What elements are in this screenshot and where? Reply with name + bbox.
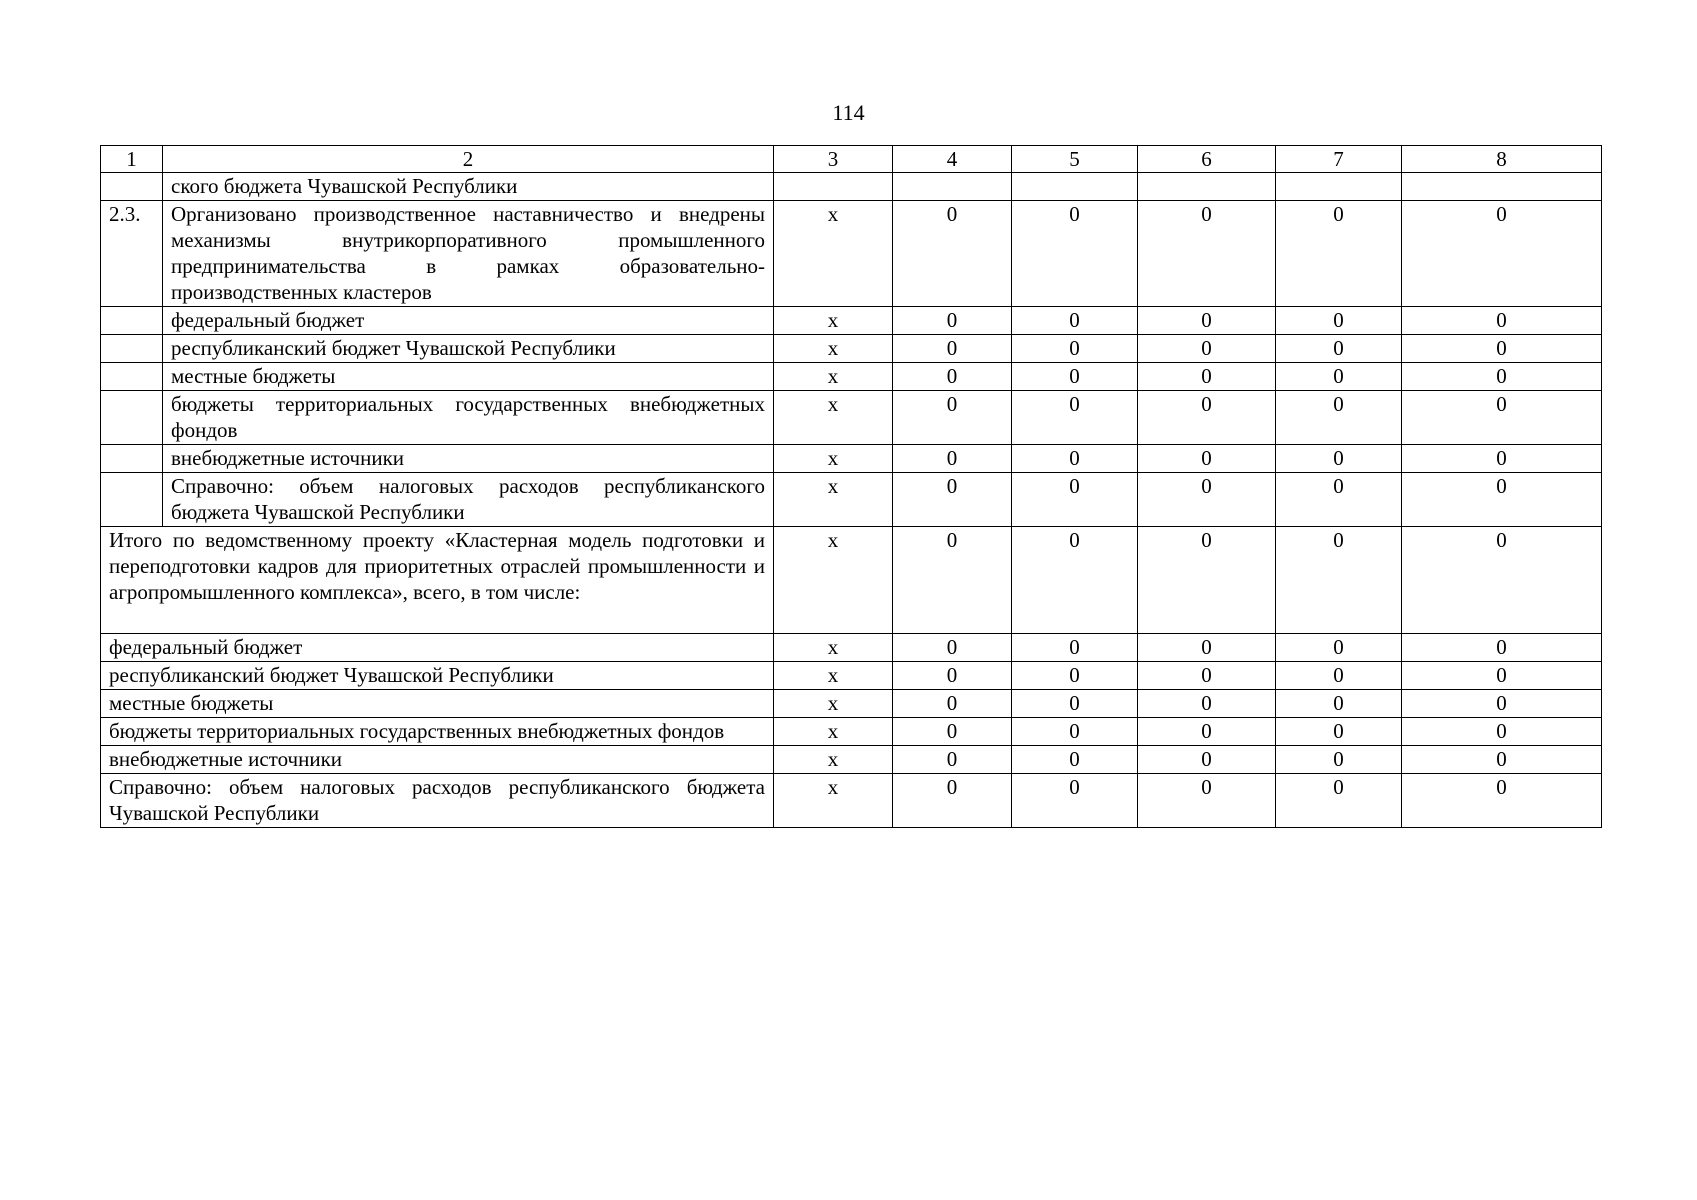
value-cell: 0 [893, 363, 1012, 391]
value-cell: 0 [893, 307, 1012, 335]
value-cell: 0 [1138, 307, 1276, 335]
value-cell: x [774, 363, 893, 391]
table-row [101, 746, 1602, 774]
value-cell: 0 [1138, 746, 1276, 774]
value-cell: x [774, 634, 893, 662]
value-cell: 0 [893, 718, 1012, 746]
value-cell: 0 [893, 746, 1012, 774]
value-cell: 0 [1138, 774, 1276, 828]
value-cell: 0 [1012, 307, 1138, 335]
value-cell: 0 [1402, 335, 1602, 363]
value-cell: 0 [893, 473, 1012, 527]
value-cell: 0 [893, 335, 1012, 363]
column-header: 2 [163, 146, 774, 173]
value-cell: 0 [1012, 746, 1138, 774]
table-row [101, 445, 1602, 473]
section-row [101, 201, 1602, 307]
value-cell: 0 [893, 634, 1012, 662]
row-label: республиканский бюджет Чувашской Республики [163, 335, 774, 363]
section-number-cell [101, 363, 163, 391]
value-cell: 0 [1138, 391, 1276, 445]
row-label: внебюджетные источники [101, 746, 774, 774]
value-cell: 0 [1402, 774, 1602, 828]
value-cell: 0 [1012, 527, 1138, 634]
value-cell: 0 [1276, 363, 1402, 391]
value-cell: 0 [893, 527, 1012, 634]
section-number-cell [101, 173, 163, 201]
table-row [101, 690, 1602, 718]
value-cell: 0 [1012, 634, 1138, 662]
value-cell: 0 [893, 774, 1012, 828]
table-row [101, 335, 1602, 363]
value-cell [774, 173, 893, 201]
value-cell: 0 [1402, 527, 1602, 634]
row-label: Справочно: объем налоговых расходов республиканского бюджета Чувашской Республики [163, 473, 774, 527]
table-row [101, 662, 1602, 690]
value-cell: 0 [1138, 445, 1276, 473]
value-cell: 0 [1138, 634, 1276, 662]
value-cell: x [774, 391, 893, 445]
reference-row [101, 473, 1602, 527]
value-cell: x [774, 335, 893, 363]
value-cell: 0 [1138, 718, 1276, 746]
value-cell: 0 [1012, 690, 1138, 718]
value-cell: 0 [1138, 662, 1276, 690]
value-cell: 0 [1402, 718, 1602, 746]
continuation-row [101, 173, 1602, 201]
value-cell: x [774, 690, 893, 718]
value-cell: 0 [1012, 335, 1138, 363]
column-header: 7 [1276, 146, 1402, 173]
row-label: федеральный бюджет [163, 307, 774, 335]
value-cell: 0 [1012, 391, 1138, 445]
value-cell: 0 [1276, 746, 1402, 774]
table-row [101, 634, 1602, 662]
value-cell: 0 [1138, 473, 1276, 527]
column-header: 5 [1012, 146, 1138, 173]
column-header: 4 [893, 146, 1012, 173]
budget-table [100, 145, 1602, 828]
value-cell: 0 [1402, 690, 1602, 718]
value-cell: 0 [1276, 473, 1402, 527]
value-cell: 0 [1402, 445, 1602, 473]
value-cell [1012, 173, 1138, 201]
section-number-cell [101, 307, 163, 335]
value-cell [893, 173, 1012, 201]
section-number-cell [101, 445, 163, 473]
value-cell: 0 [1276, 335, 1402, 363]
value-cell: 0 [1276, 445, 1402, 473]
value-cell: 0 [893, 201, 1012, 307]
value-cell: 0 [893, 690, 1012, 718]
row-label: местные бюджеты [101, 690, 774, 718]
page-number: 114 [832, 100, 865, 125]
value-cell [1402, 173, 1602, 201]
value-cell: 0 [893, 391, 1012, 445]
section-number-cell [101, 391, 163, 445]
value-cell: 0 [1138, 335, 1276, 363]
continuation-label: ского бюджета Чувашской Республики [163, 173, 774, 201]
value-cell: 0 [1276, 690, 1402, 718]
value-cell: 0 [1138, 527, 1276, 634]
value-cell: 0 [1012, 774, 1138, 828]
value-cell: 0 [1276, 634, 1402, 662]
section-title: Организовано производственное наставничество и внедрены механизмы внутрикорпоративного промышленного предпринимательства в рамках образовательно-производственных кластеров [163, 201, 774, 307]
column-header-row [101, 146, 1602, 173]
row-label: бюджеты территориальных государственных внебюджетных фондов [101, 718, 774, 746]
value-cell: x [774, 662, 893, 690]
table-row [101, 718, 1602, 746]
row-label: местные бюджеты [163, 363, 774, 391]
value-cell: 0 [1276, 774, 1402, 828]
value-cell: x [774, 473, 893, 527]
value-cell: 0 [1012, 718, 1138, 746]
value-cell: 0 [1276, 662, 1402, 690]
value-cell: 0 [1402, 201, 1602, 307]
value-cell: 0 [1402, 307, 1602, 335]
value-cell [1276, 173, 1402, 201]
value-cell: 0 [1402, 634, 1602, 662]
value-cell: 0 [1138, 201, 1276, 307]
value-cell: 0 [1402, 391, 1602, 445]
value-cell: 0 [1402, 746, 1602, 774]
table-row [101, 363, 1602, 391]
value-cell: x [774, 201, 893, 307]
column-header: 6 [1138, 146, 1276, 173]
value-cell: 0 [1138, 363, 1276, 391]
table-row [101, 307, 1602, 335]
value-cell: 0 [1012, 662, 1138, 690]
value-cell: 0 [1012, 201, 1138, 307]
value-cell: 0 [1276, 201, 1402, 307]
value-cell: 0 [1012, 445, 1138, 473]
value-cell: x [774, 527, 893, 634]
row-label: федеральный бюджет [101, 634, 774, 662]
value-cell: 0 [1276, 527, 1402, 634]
value-cell: 0 [1276, 307, 1402, 335]
value-cell: 0 [1012, 363, 1138, 391]
value-cell: x [774, 718, 893, 746]
value-cell: 0 [1012, 473, 1138, 527]
row-label: внебюджетные источники [163, 445, 774, 473]
value-cell: x [774, 307, 893, 335]
value-cell: 0 [1138, 690, 1276, 718]
column-header: 8 [1402, 146, 1602, 173]
column-header: 1 [101, 146, 163, 173]
value-cell [1138, 173, 1276, 201]
value-cell: x [774, 746, 893, 774]
value-cell: 0 [1402, 473, 1602, 527]
table-row [101, 391, 1602, 445]
value-cell: x [774, 774, 893, 828]
value-cell: 0 [1276, 391, 1402, 445]
row-label: бюджеты территориальных государственных внебюджетных фондов [163, 391, 774, 445]
total-row [101, 527, 1602, 634]
value-cell: x [774, 445, 893, 473]
section-number-cell [101, 335, 163, 363]
total-title: Итого по ведомственному проекту «Кластерная модель подготовки и переподготовки кадров для приоритетных отраслей промышленности и агропромышленного комплекса», всего, в том числе: [101, 527, 774, 634]
value-cell: 0 [893, 445, 1012, 473]
reference-row [101, 774, 1602, 828]
row-label: республиканский бюджет Чувашской Республики [101, 662, 774, 690]
value-cell: 0 [1402, 662, 1602, 690]
value-cell: 0 [893, 662, 1012, 690]
row-label: Справочно: объем налоговых расходов республиканского бюджета Чувашской Республики [101, 774, 774, 828]
section-number: 2.3. [101, 201, 163, 307]
section-number-cell [101, 473, 163, 527]
value-cell: 0 [1402, 363, 1602, 391]
column-header: 3 [774, 146, 893, 173]
value-cell: 0 [1276, 718, 1402, 746]
